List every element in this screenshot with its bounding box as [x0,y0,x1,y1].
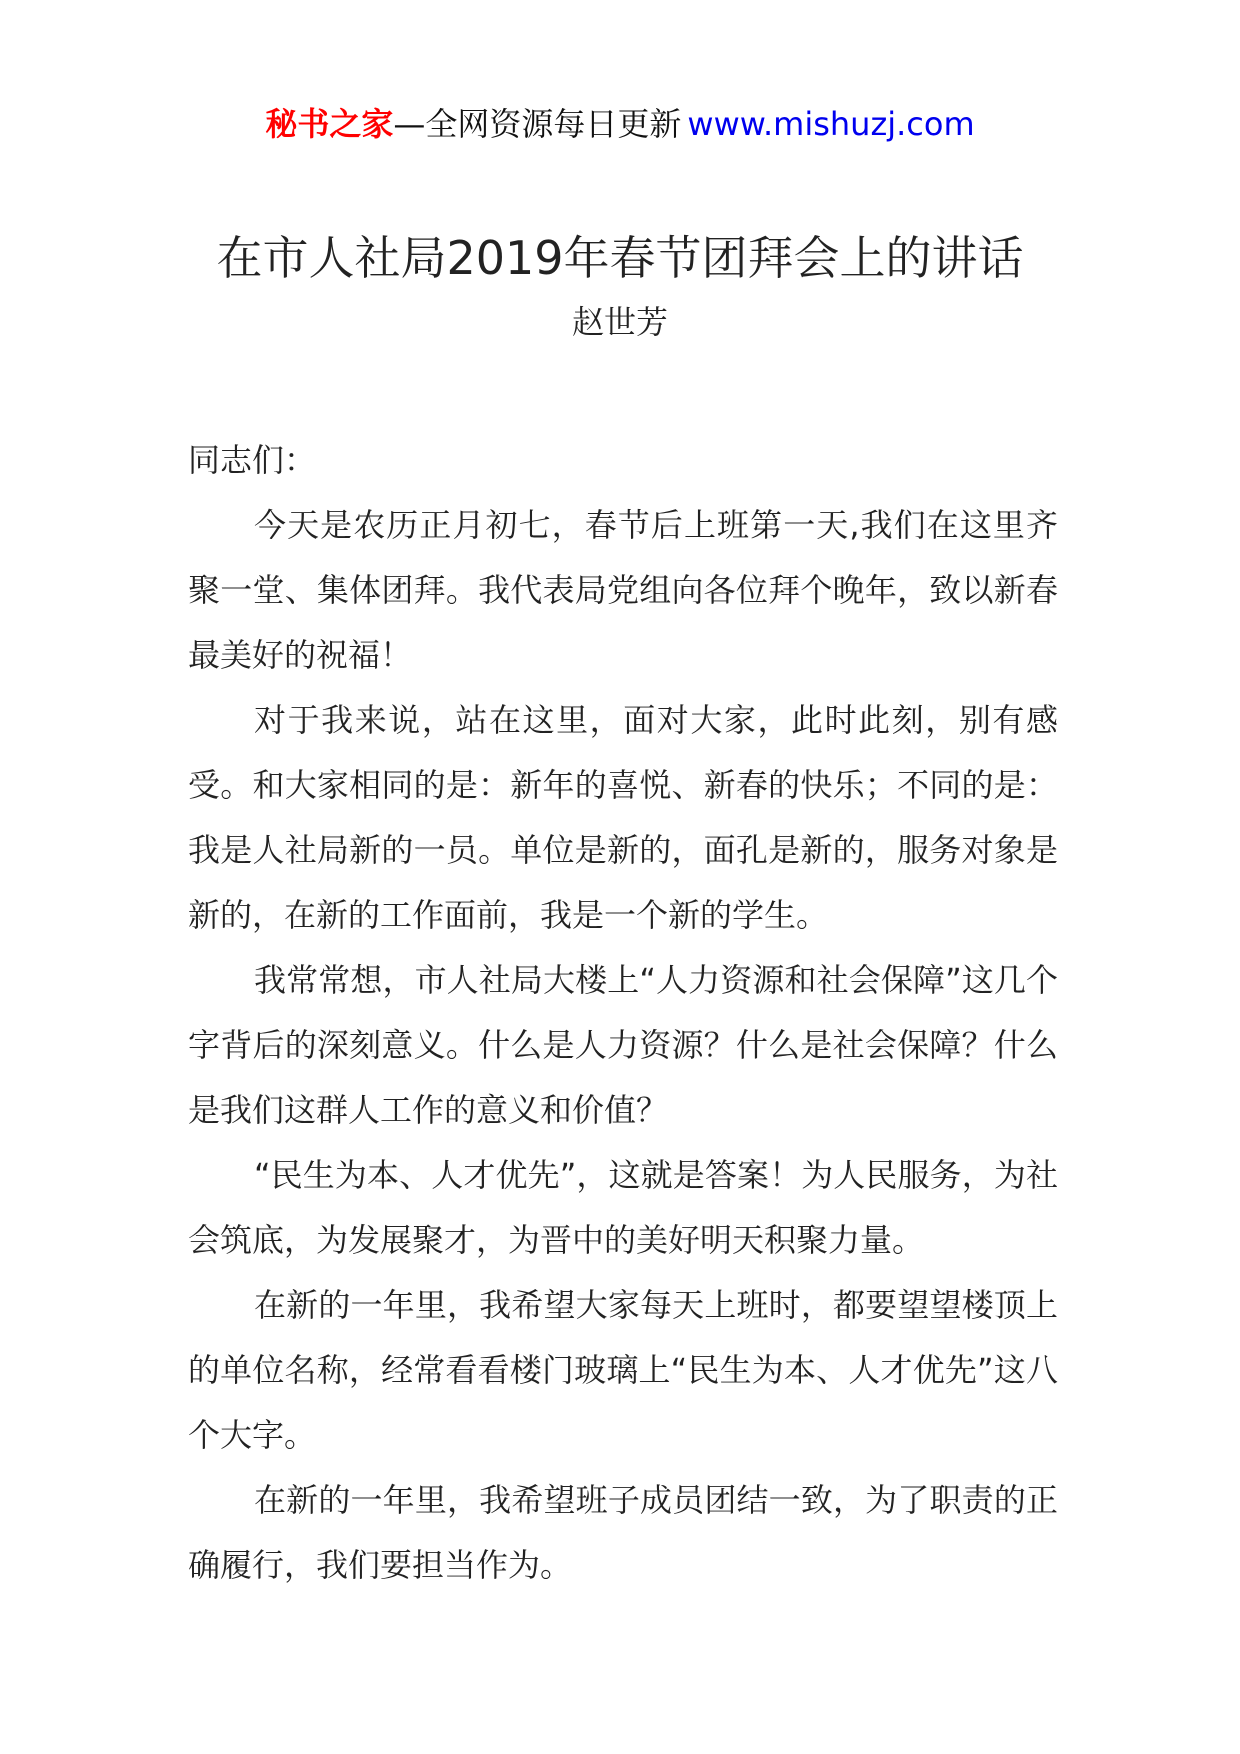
salutation: 同志们： [188,441,317,479]
document-author: 赵世芳 [571,303,668,341]
paragraph-6: 在新的一年里，我希望班子成员团结一致，为了职责的正确履行，我们要担当作为。 [188,1481,1058,1584]
paragraph-3: 我常常想，市人社局大楼上“人力资源和社会保障”这几个字背后的深刻意义。什么是人力资源？什么是社会保障？什么是我们这群人工作的意义和价值？ [188,961,1058,1129]
paragraph-4: “民生为本、人才优先”，这就是答案！为人民服务，为社会筑底，为发展聚才，为晋中的美好明天积聚力量。 [188,1156,1058,1259]
paragraph-1: 今天是农历正月初七，春节后上班第一天,我们在这里齐聚一堂、集体团拜。我代表局党组向各位拜个晚年，致以新春最美好的祝福！ [188,506,1058,674]
site-header [0,100,1240,148]
paragraph-2: 对于我来说，站在这里，面对大家，此时此刻，别有感受。和大家相同的是：新年的喜悦、新春的快乐；不同的是：我是人社局新的一员。单位是新的，面孔是新的，服务对象是新的，在新的工作面前，我是一个新的学生。 [188,701,1058,934]
document-title: 在市人社局2019年春节团拜会上的讲话 [216,231,1024,285]
paragraph-5: 在新的一年里，我希望大家每天上班时，都要望望楼顶上的单位名称，经常看看楼门玻璃上“民生为本、人才优先”这八个大字。 [188,1286,1058,1454]
site-url-link[interactable]: www.mishuzj.com [687,105,975,143]
site-brand: 秘书之家 [265,105,394,143]
site-tagline: —全网资源每日更新 [393,105,682,143]
document-body [188,428,1058,1598]
